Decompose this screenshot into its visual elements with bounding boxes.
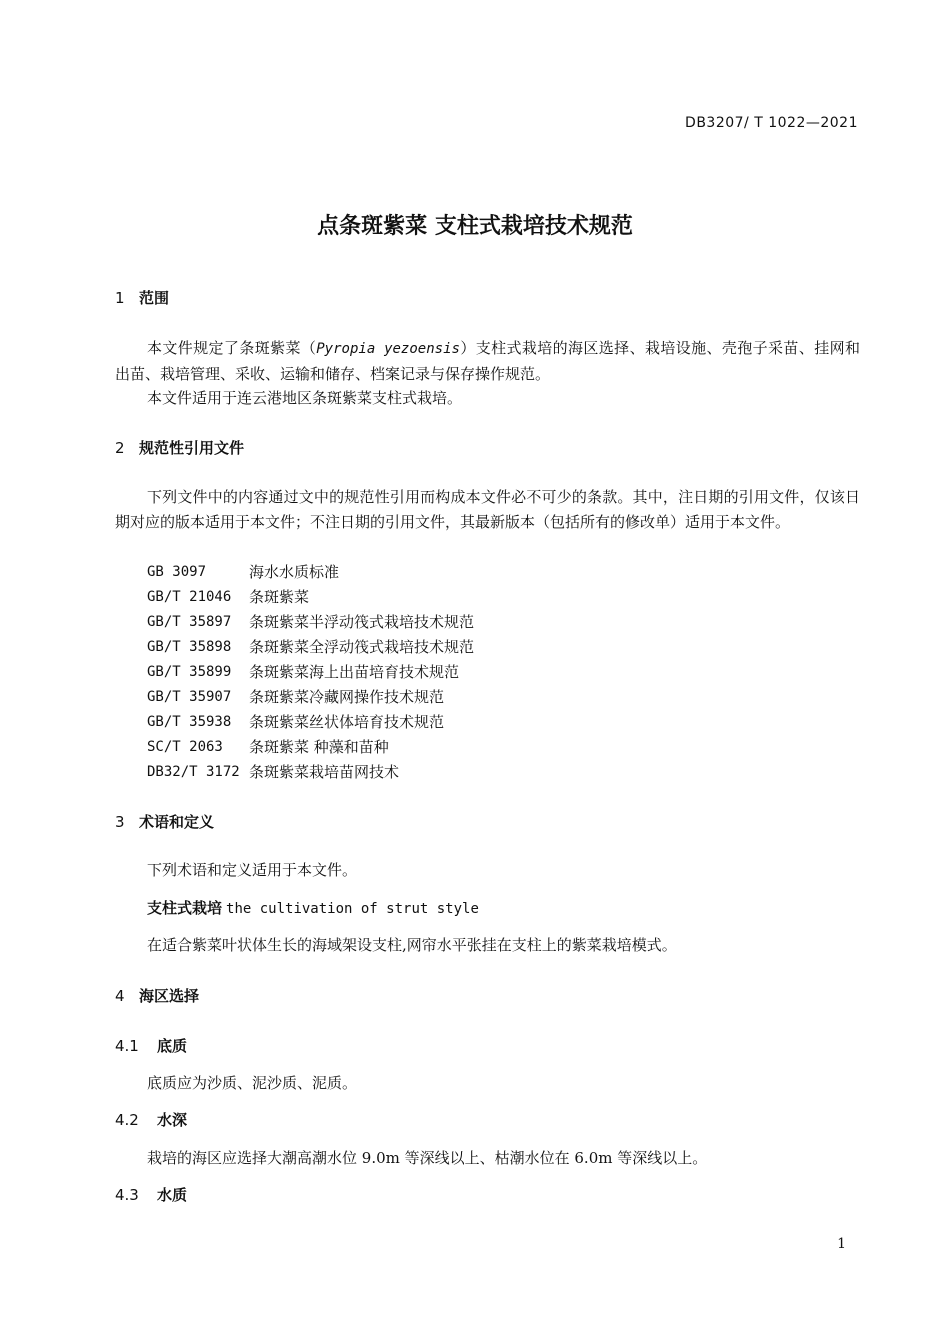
reference-item bbox=[147, 560, 474, 585]
subsection-title: 底质 bbox=[157, 1037, 188, 1055]
section-title: 海区选择 bbox=[139, 987, 200, 1005]
document-code: DB3207/ T 1022—2021 bbox=[685, 115, 858, 131]
subsection-number: 4.2 bbox=[115, 1111, 139, 1129]
terms-intro: 下列术语和定义适用于本文件。 bbox=[147, 861, 358, 879]
section-number: 2 bbox=[115, 439, 125, 457]
reference-item bbox=[147, 685, 474, 710]
page-number: 1 bbox=[837, 1236, 846, 1252]
reference-item bbox=[147, 710, 474, 735]
reference-name: 条斑紫菜海上出苗培育技术规范 bbox=[249, 663, 460, 681]
reference-name: 条斑紫菜冷藏网操作技术规范 bbox=[249, 688, 445, 706]
subsection-heading-depth bbox=[115, 1109, 187, 1130]
subsection-number: 4.3 bbox=[115, 1186, 139, 1204]
term-entry bbox=[147, 897, 479, 918]
reference-code: DB32/T 3172 bbox=[147, 764, 240, 780]
scope-text-end: ）支柱式栽培的海区选择、栽培设施、壳孢子采苗、挂网和出苗、栽培管理、采收、运输和储存、档案记录与保存操作规范。 bbox=[115, 339, 860, 383]
section-heading-normative-references bbox=[115, 437, 244, 458]
reference-code: GB/T 21046 bbox=[147, 589, 232, 605]
reference-item bbox=[147, 635, 474, 660]
scope-text-start: 本文件规定了条斑紫菜（ bbox=[147, 339, 317, 357]
reference-name: 条斑紫菜 bbox=[249, 588, 310, 606]
section-title: 规范性引用文件 bbox=[139, 439, 245, 457]
substrate-text: 底质应为沙质、泥沙质、泥质。 bbox=[147, 1074, 358, 1092]
reference-name: 条斑紫菜丝状体培育技术规范 bbox=[249, 713, 445, 731]
term-chinese: 支柱式栽培 bbox=[147, 899, 223, 917]
term-definition: 在适合紫菜叶状体生长的海域架设支柱,网帘水平张挂在支柱上的紫菜栽培模式。 bbox=[147, 936, 677, 954]
reference-code: GB/T 35898 bbox=[147, 639, 232, 655]
latin-name: Pyropia yezoensis bbox=[316, 341, 460, 357]
scope-applicability: 本文件适用于连云港地区条斑紫菜支柱式栽培。 bbox=[147, 389, 463, 407]
reference-item bbox=[147, 610, 474, 635]
subsection-number: 4.1 bbox=[115, 1037, 139, 1055]
section-number: 3 bbox=[115, 813, 125, 831]
reference-item bbox=[147, 735, 474, 760]
section-number: 4 bbox=[115, 987, 125, 1005]
section-title: 术语和定义 bbox=[139, 813, 215, 831]
reference-name: 条斑紫菜全浮动筏式栽培技术规范 bbox=[249, 638, 475, 656]
reference-code: GB 3097 bbox=[147, 564, 207, 580]
reference-list bbox=[147, 560, 474, 785]
reference-item bbox=[147, 760, 474, 785]
subsection-title: 水深 bbox=[157, 1111, 188, 1129]
reference-item bbox=[147, 585, 474, 610]
section-number: 1 bbox=[115, 289, 125, 307]
reference-item bbox=[147, 660, 474, 685]
subsection-heading-water-quality bbox=[115, 1184, 187, 1205]
reference-code: GB/T 35899 bbox=[147, 664, 232, 680]
subsection-heading-substrate bbox=[115, 1035, 187, 1056]
reference-name: 条斑紫菜半浮动筏式栽培技术规范 bbox=[249, 613, 475, 631]
term-english: the cultivation of strut style bbox=[226, 901, 479, 917]
page-title: 点条斑紫菜 支柱式栽培技术规范 bbox=[317, 214, 633, 239]
reference-name: 条斑紫菜 种藻和苗种 bbox=[249, 738, 389, 756]
depth-text: 栽培的海区应选择大潮高潮水位 9.0m 等深线以上、枯潮水位在 6.0m 等深线以上。 bbox=[147, 1149, 708, 1167]
section-heading-sea-area bbox=[115, 985, 199, 1006]
reference-code: GB/T 35938 bbox=[147, 714, 232, 730]
reference-name: 海水水质标准 bbox=[249, 563, 340, 581]
section-heading-terms bbox=[115, 811, 214, 832]
section-heading-scope bbox=[115, 287, 169, 308]
section-title: 范围 bbox=[139, 289, 170, 307]
reference-code: GB/T 35907 bbox=[147, 689, 232, 705]
scope-paragraph bbox=[115, 336, 860, 387]
subsection-title: 水质 bbox=[157, 1186, 188, 1204]
reference-name: 条斑紫菜栽培苗网技术 bbox=[249, 763, 400, 781]
reference-code: GB/T 35897 bbox=[147, 614, 232, 630]
reference-code: SC/T 2063 bbox=[147, 739, 223, 755]
references-intro: 下列文件中的内容通过文中的规范性引用而构成本文件必不可少的条款。其中，注日期的引用文件，仅该日期对应的版本适用于本文件；不注日期的引用文件，其最新版本（包括所有的修改单）适用于本文件。 bbox=[115, 488, 860, 531]
